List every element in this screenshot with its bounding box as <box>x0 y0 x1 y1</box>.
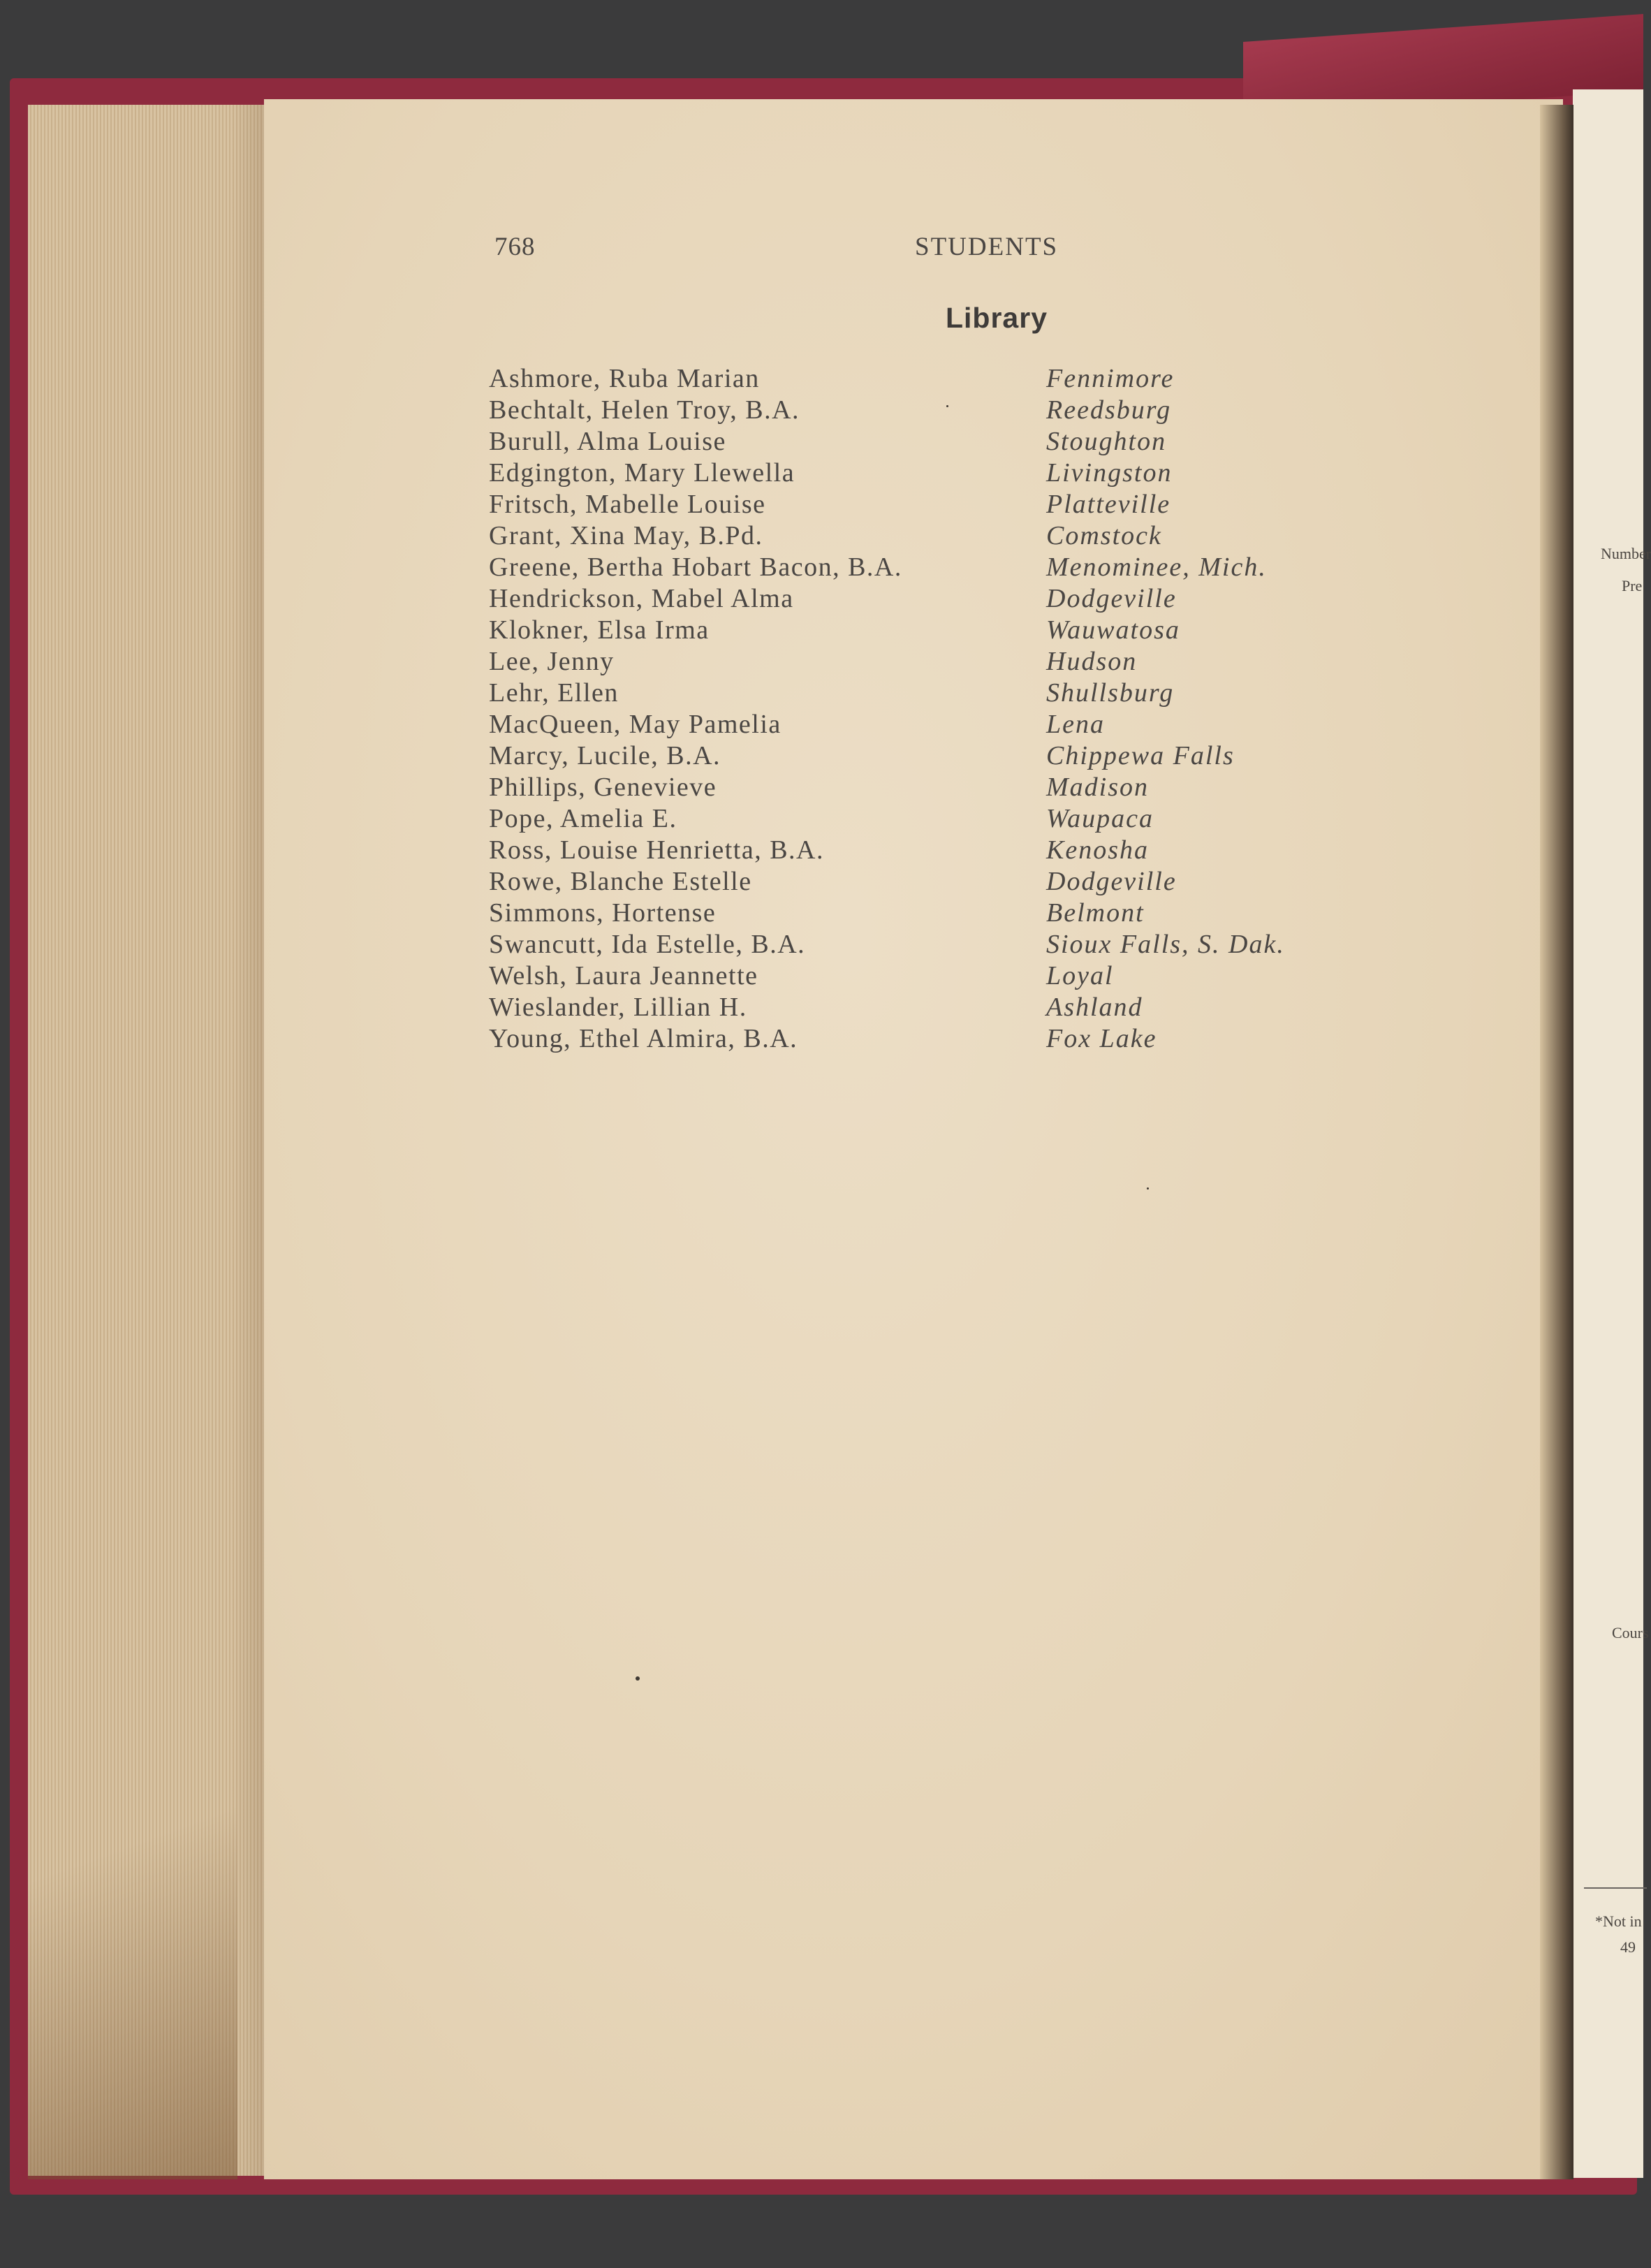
facing-page-fragment: *Not in <box>1595 1912 1642 1930</box>
student-row <box>489 898 1397 929</box>
facing-page-fragment: Cours <box>1612 1624 1649 1641</box>
student-list <box>489 363 1397 1055</box>
facing-page-fragment: Pre <box>1622 577 1643 594</box>
student-name: Lee, Jenny <box>489 647 615 676</box>
student-name: Rowe, Blanche Estelle <box>489 867 752 896</box>
student-row <box>489 992 1397 1023</box>
student-hometown: Reedsburg <box>1046 395 1172 425</box>
page-gutter <box>1540 105 1573 2179</box>
student-row <box>489 740 1397 772</box>
student-hometown: Kenosha <box>1046 835 1149 865</box>
facing-page-rule <box>1584 1887 1647 1889</box>
student-hometown: Dodgeville <box>1046 584 1177 613</box>
facing-page <box>1573 89 1643 2178</box>
student-row <box>489 426 1397 458</box>
student-row <box>489 520 1397 552</box>
student-row <box>489 803 1397 835</box>
student-hometown: Dodgeville <box>1046 867 1177 896</box>
student-row <box>489 835 1397 866</box>
student-row <box>489 772 1397 803</box>
student-hometown: Lena <box>1046 710 1105 739</box>
section-title: Library <box>946 302 1048 334</box>
student-row <box>489 363 1397 395</box>
student-hometown: Madison <box>1046 773 1149 802</box>
student-name: Grant, Xina May, B.Pd. <box>489 521 763 550</box>
facing-page-fragment: 49 <box>1620 1938 1636 1956</box>
student-name: Marcy, Lucile, B.A. <box>489 741 721 770</box>
student-row <box>489 489 1397 520</box>
student-name: MacQueen, May Pamelia <box>489 710 782 739</box>
student-row <box>489 583 1397 615</box>
student-hometown: Fennimore <box>1046 364 1175 393</box>
student-hometown: Livingston <box>1046 458 1173 488</box>
student-name: Swancutt, Ida Estelle, B.A. <box>489 930 806 959</box>
student-row <box>489 458 1397 489</box>
student-name: Simmons, Hortense <box>489 898 717 928</box>
student-name: Pope, Amelia E. <box>489 804 677 833</box>
student-row <box>489 709 1397 740</box>
student-hometown: Wauwatosa <box>1046 615 1180 645</box>
student-hometown: Ashland <box>1046 993 1143 1022</box>
student-row <box>489 552 1397 583</box>
student-row <box>489 646 1397 678</box>
student-name: Burull, Alma Louise <box>489 427 726 456</box>
student-name: Klokner, Elsa Irma <box>489 615 710 645</box>
paper-speck <box>636 1676 640 1681</box>
student-hometown: Shullsburg <box>1046 678 1175 708</box>
student-name: Phillips, Genevieve <box>489 773 717 802</box>
page-edges-wear <box>28 1788 237 2179</box>
student-name: Young, Ethel Almira, B.A. <box>489 1024 798 1053</box>
student-hometown: Stoughton <box>1046 427 1167 456</box>
student-hometown: Loyal <box>1046 961 1114 990</box>
student-name: Lehr, Ellen <box>489 678 619 708</box>
student-hometown: Fox Lake <box>1046 1024 1157 1053</box>
student-row <box>489 960 1397 992</box>
page-number: 768 <box>494 233 536 261</box>
student-name: Welsh, Laura Jeannette <box>489 961 758 990</box>
student-hometown: Waupaca <box>1046 804 1154 833</box>
student-row <box>489 615 1397 646</box>
student-hometown: Sioux Falls, S. Dak. <box>1046 930 1285 959</box>
student-row <box>489 866 1397 898</box>
student-row <box>489 678 1397 709</box>
paper-speck <box>1147 1187 1149 1190</box>
student-hometown: Belmont <box>1046 898 1145 928</box>
student-hometown: Chippewa Falls <box>1046 741 1235 770</box>
student-hometown: Menominee, Mich. <box>1046 553 1267 582</box>
student-name: Edgington, Mary Llewella <box>489 458 795 488</box>
facing-page-fragment: Number <box>1601 545 1651 562</box>
student-hometown: Hudson <box>1046 647 1138 676</box>
student-hometown: Platteville <box>1046 490 1171 519</box>
student-row <box>489 1023 1397 1055</box>
student-name: Bechtalt, Helen Troy, B.A. <box>489 395 800 425</box>
student-name: Hendrickson, Mabel Alma <box>489 584 794 613</box>
student-hometown: Comstock <box>1046 521 1162 550</box>
student-name: Ross, Louise Henrietta, B.A. <box>489 835 825 865</box>
student-name: Wieslander, Lillian H. <box>489 993 747 1022</box>
paper-speck <box>946 405 948 407</box>
student-row <box>489 395 1397 426</box>
student-name: Fritsch, Mabelle Louise <box>489 490 766 519</box>
student-name: Ashmore, Ruba Marian <box>489 364 760 393</box>
student-row <box>489 929 1397 960</box>
student-name: Greene, Bertha Hobart Bacon, B.A. <box>489 553 902 582</box>
running-header: STUDENTS <box>915 233 1059 261</box>
